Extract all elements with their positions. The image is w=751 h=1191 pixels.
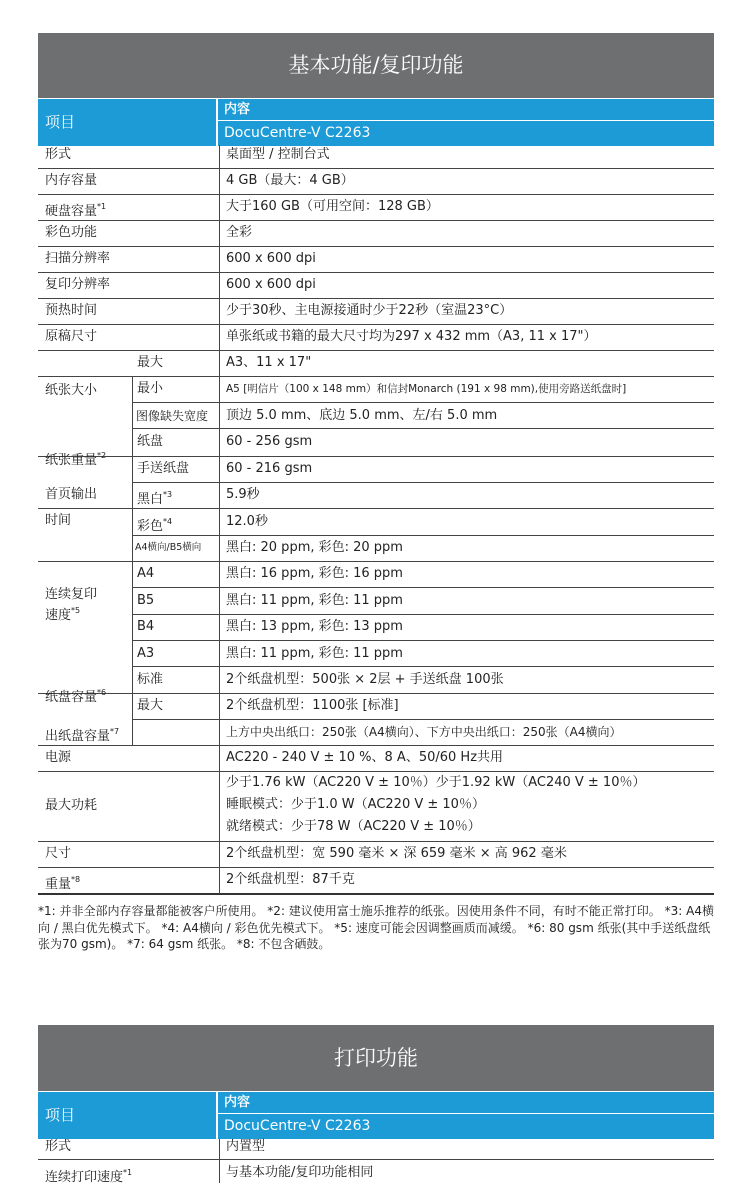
footnote-ref: *8 [71,875,81,884]
paper-weight-tray-value: 60 - 256 gsm [226,434,313,449]
row-paper-size-label: 纸张大小 [45,383,98,398]
paper-weight-bypass-value: 60 - 216 gsm [226,461,313,476]
speed-row-value: 黑白: 16 ppm, 彩色: 16 ppm [226,566,403,581]
footnote-ref: *5 [71,606,81,615]
header-model-name: DocuCentre-V C2263 [218,121,714,146]
tray-capacity-max-label: 最大 [137,698,164,713]
row-dimensions-label: 尺寸 [45,846,72,861]
table-header [38,99,714,146]
row-scan-res-value: 600 x 600 dpi [226,251,316,266]
footnote-ref: *7 [110,727,120,736]
first-copy-bw-value: 5.9秒 [226,487,260,502]
section-title-basic-copy: 基本功能/复印功能 [38,33,714,98]
print-row-value: 与基本功能/复印功能相同 [226,1165,374,1180]
row-consumption-label: 最大功耗 [45,798,98,813]
paper-size-min-label: 最小 [137,381,164,396]
row-dimensions-value: 2个纸盘机型：宽 590 毫米 × 深 659 毫米 × 高 962 毫米 [226,846,567,861]
tray-capacity-max-value: 2个纸盘机型：1100张 [标准] [226,698,399,713]
speed-row-value: 黑白: 13 ppm, 彩色: 13 ppm [226,619,403,634]
row-memory-value: 4 GB（最大：4 GB） [226,173,354,188]
row-speed-label-2: 速度$^{*5}$ [45,606,81,623]
row-copy-res-value: 600 x 600 dpi [226,277,316,292]
row-memory-label: 内存容量 [45,173,98,188]
tray-capacity-std-label: 标准 [137,672,164,687]
header-model-name: DocuCentre-V C2263 [218,1114,714,1139]
consumption-line-2: 睡眠模式：少于1.0 W（AC220 V ± 10％） [226,797,485,812]
speed-row-label: B4 [137,619,155,634]
print-row-value: 内置型 [226,1139,266,1154]
row-first-copy-label-1: 首页输出 [45,487,98,502]
row-copy-res-label: 复印分辨率 [45,277,111,292]
row-form-value: 桌面型 / 控制台式 [226,147,330,162]
row-power-value: AC220 - 240 V ± 10 %、8 A、50/60 Hz共用 [226,750,504,765]
row-warmup-label: 预热时间 [45,303,98,318]
first-copy-bw-label: 黑白$^{*3}$ [137,490,173,507]
consumption-line-1: 少于1.76 kW（AC220 V ± 10％）少于1.92 kW（AC240 V ± 10％） [226,775,646,790]
section-title-print: 打印功能 [38,1025,714,1091]
row-tray-capacity-label: 纸盘容量$^{*6}$ [45,688,107,705]
consumption-line-3: 就绪模式：少于78 W（AC220 V ± 10％） [226,819,481,834]
speed-row-label: A4横向/B5横向 [135,542,202,553]
speed-row-label: B5 [137,593,155,608]
row-weight-label: 重量$^{*8}$ [45,875,81,892]
speed-row-label: A3 [137,646,155,661]
row-color-value: 全彩 [226,225,253,240]
row-original-label: 原稿尺寸 [45,329,98,344]
row-original-value: 单张纸或书籍的最大尺寸均为297 x 432 mm（A3, 11 x 17"） [226,329,597,344]
row-form-label: 形式 [45,147,72,162]
image-loss-label: 图像缺失宽度 [136,409,209,423]
paper-size-min-value: A5 [明信片（100 x 148 mm）和信封Monarch (191 x 98 mm),使用旁路送纸盘时] [226,383,627,395]
paper-size-max-label: 最大 [137,355,164,370]
row-weight-value: 2个纸盘机型：87千克 [226,872,355,887]
table-header-print [38,1092,714,1139]
speed-row-value: 黑白: 11 ppm, 彩色: 11 ppm [226,646,403,661]
header-item-label: 项目 [38,99,216,146]
tray-capacity-std-value: 2个纸盘机型：500张 × 2层 + 手送纸盘 100张 [226,672,504,687]
row-output-value: 上方中央出纸口：250张（A4横向）、下方中央出纸口：250张（A4横向） [226,725,622,739]
first-copy-color-value: 12.0秒 [226,514,268,529]
row-power-label: 电源 [45,750,72,765]
row-output-label: 出纸盘容量$^{*7}$ [45,727,120,744]
footnote-ref: *4 [163,517,173,526]
paper-weight-bypass-label: 手送纸盘 [137,461,190,476]
row-first-copy-label-2: 时间 [45,513,72,528]
footnotes: *1: 并非全部内存容量都能被客户所使用。 *2: 建议使用富士施乐推荐的纸张。因使用条件不同，有时不能正常打印。 *3: A4横向 / 黑白优先模式下。 *4: A4横向 / 彩色优先模式下。 *5: 速度可能会因调整画质而减缓。 *6: 80 gsm 纸张(其中手送纸盘纸张为70 gsm)。 *7: 64 gsm 纸张。 *8: 不包含硒鼓。 [38,904,714,951]
footnote-ref: *1 [97,202,107,211]
row-hdd-value: 大于160 GB（可用空间：128 GB） [226,199,439,214]
footnote-ref: *2 [97,451,107,460]
row-speed-label-1: 连续复印 [45,587,98,602]
header-content-label: 内容 [218,1092,714,1113]
row-color-label: 彩色功能 [45,225,98,240]
paper-size-max-value: A3、11 x 17" [226,355,312,370]
row-paper-weight-label: 纸张重量$^{*2}$ [45,451,107,468]
print-row-label: 连续打印速度$^{*1}$ [45,1168,133,1185]
row-hdd-label: 硬盘容量$^{*1}$ [45,202,107,219]
paper-weight-tray-label: 纸盘 [137,434,164,449]
footnote-ref: *6 [97,688,107,697]
image-loss-value: 顶边 5.0 mm、底边 5.0 mm、左/右 5.0 mm [226,408,498,423]
footnote-ref: *1 [123,1168,133,1177]
row-warmup-value: 少于30秒、主电源接通时少于22秒（室温23°C） [226,303,513,318]
header-content-label: 内容 [218,99,714,120]
speed-row-value: 黑白: 11 ppm, 彩色: 11 ppm [226,593,403,608]
speed-row-value: 黑白: 20 ppm, 彩色: 20 ppm [226,540,403,555]
speed-row-label: A4 [137,566,155,581]
first-copy-color-label: 彩色$^{*4}$ [137,517,173,534]
header-item-label: 项目 [38,1092,216,1139]
print-row-label: 形式 [45,1139,72,1154]
row-scan-res-label: 扫描分辨率 [45,251,111,266]
footnote-ref: *3 [163,490,173,499]
